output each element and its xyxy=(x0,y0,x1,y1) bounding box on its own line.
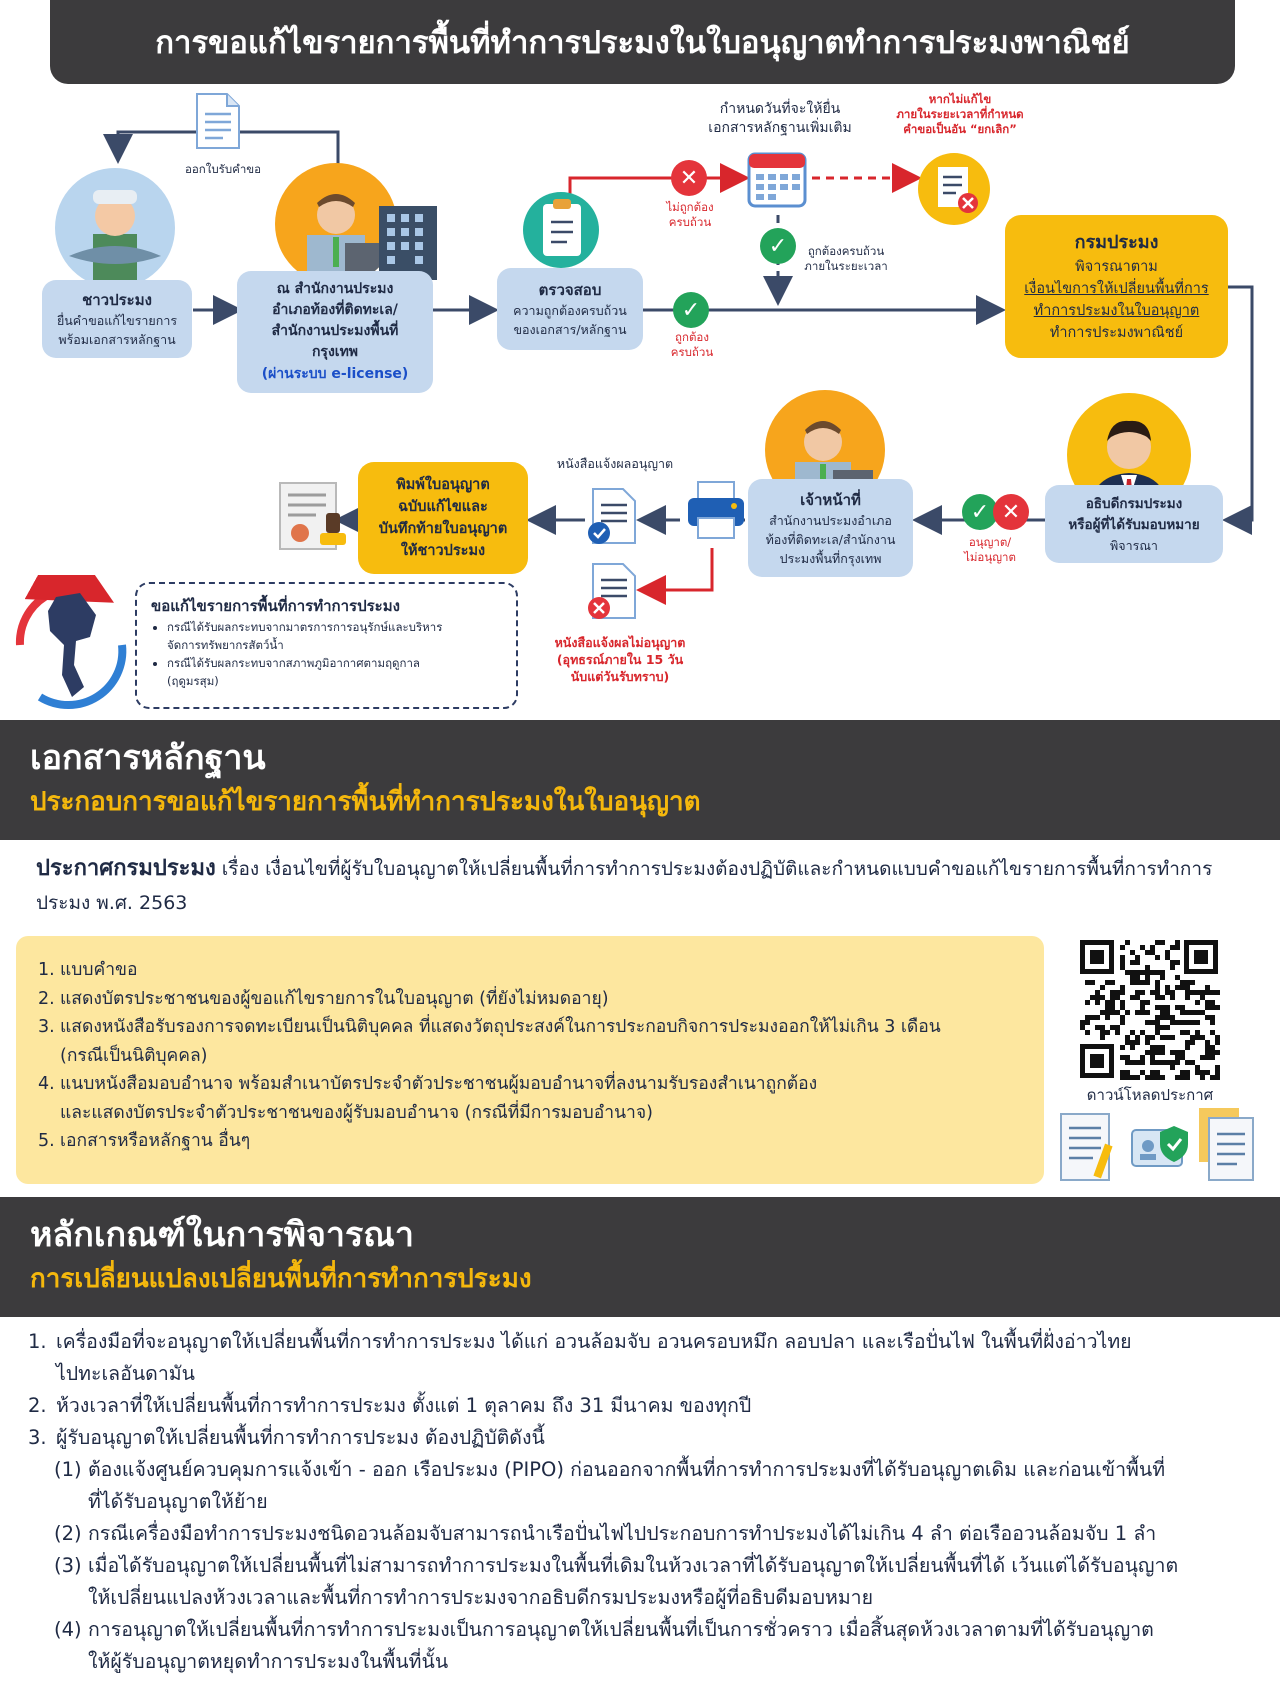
criteria-item-3-number: 3. xyxy=(28,1426,47,1449)
criteria-item-1-line2: ไปทะเลอันดามัน xyxy=(56,1362,195,1385)
criteria-item-3 xyxy=(28,1422,1263,1454)
section-documents-title: เอกสารหลักฐาน xyxy=(30,738,266,778)
document-item-4-text2: และแสดงบัตรประจำตัวประชาชนของผู้รับมอบอำนาจ (กรณีที่มีการมอบอำนาจ) xyxy=(60,1102,653,1123)
document-item-1-text: แบบคำขอ xyxy=(60,960,138,980)
announcement-title: ประกาศกรมประมง xyxy=(36,856,216,881)
office-line4: กรุงเทพ xyxy=(311,344,359,360)
note-heading: ขอแก้ไขรายการพื้นที่การทำการประมง xyxy=(151,597,400,615)
department-title: กรมประมง xyxy=(1074,231,1159,253)
document-item-3 xyxy=(38,1013,1024,1070)
printer-icon xyxy=(684,478,748,542)
announcement-text: เรื่อง เงื่อนไขที่ผู้รับใบอนุญาตให้เปลี่ยนพื้นที่การทำการประมงต้องปฏิบัติและกำหนดแบบคำขอแก้ไขรายการพื้นที่การทำการประมง พ.ศ. 2563 xyxy=(36,858,1213,914)
check-icon: ✓ xyxy=(760,228,796,264)
department-line2: เงื่อนไขการให้เปลี่ยนพื้นที่การ xyxy=(1024,280,1209,297)
note-item-1-line2: จัดการทรัพยากรสัตว์น้ำ xyxy=(167,638,284,652)
check-title: ตรวจสอบ xyxy=(538,281,602,299)
document-item-4 xyxy=(38,1070,1024,1127)
criteria-sub-4-line1: การอนุญาตให้เปลี่ยนพื้นที่การทำการประมงเป็นการอนุญาตให้เปลี่ยนพื้นที่เป็นการชั่วคราว เมื่อสิ้นสุดห้วงเวลาตามที่ได้รับอนุญาต xyxy=(88,1618,1154,1641)
department-line1: พิจารณาตาม xyxy=(1075,258,1158,275)
criteria-item-2 xyxy=(28,1390,1263,1422)
cancel-note xyxy=(880,92,1040,137)
section-criteria-subtitle: การเปลี่ยนแปลงเปลี่ยนพื้นที่การทำการประมง xyxy=(30,1264,532,1294)
document-item-5 xyxy=(38,1127,1024,1156)
qr-caption: ดาวน์โหลดประกาศ xyxy=(1086,1086,1214,1104)
x-icon: ✕ xyxy=(993,494,1029,530)
criteria-sub-1-line1: ต้องแจ้งศูนย์ควบคุมการแจ้งเข้า - ออก เรือประมง (PIPO) ก่อนออกจากพื้นที่การทำการประมงที่ได้รับอนุญาตเดิม และก่อนเข้าพื้นที่ xyxy=(88,1458,1166,1481)
correct-line2: ครบถ้วน xyxy=(670,345,714,359)
print-line3: บันทึกท้ายใบอนุญาต xyxy=(378,521,508,537)
check-line2: ของเอกสาร/หลักฐาน xyxy=(513,322,627,337)
criteria-list xyxy=(28,1326,1263,1678)
correct-line1: ถูกต้อง xyxy=(675,330,709,344)
note-box xyxy=(135,582,518,709)
criteria-sub-1-line2: ที่ได้รับอนุญาตให้ย้าย xyxy=(88,1490,268,1513)
office-line2: อำเภอท้องที่ติดทะเล/ xyxy=(272,302,398,318)
letter-reject-icon xyxy=(585,562,641,622)
document-item-4-text: แนบหนังสือมอบอำนาจ พร้อมสำเนาบัตรประจำตัวประชาชนผู้มอบอำนาจที่ลงนามรับรองสำเนาถูกต้อง xyxy=(60,1074,818,1094)
director-box xyxy=(1045,485,1223,563)
document-item-5-number: 5. xyxy=(38,1131,55,1151)
certificate-icon xyxy=(276,475,356,555)
letter-approve-icon xyxy=(585,487,641,547)
fisher-line1: ยื่นคำขอแก้ไขรายการ xyxy=(56,313,178,328)
announcement xyxy=(36,852,1256,920)
fisher-line2: พร้อมเอกสารหลักฐาน xyxy=(58,332,176,347)
building-icon xyxy=(373,200,443,280)
criteria-sub-4-line2: ให้ผู้รับอนุญาตหยุดทำการประมงในพื้นที่นั้น xyxy=(88,1650,449,1673)
reject-letter-line2: (อุทธรณ์ภายใน 15 วัน xyxy=(556,652,684,667)
criteria-sub-3-line1: เมื่อได้รับอนุญาตให้เปลี่ยนพื้นที่ไม่สามารถทำการประมงในพื้นที่เดิมในห้วงเวลาที่ได้รับอนุญาตให้เปลี่ยนพื้นที่ได้ เว้นแต่ได้รับอนุญาต xyxy=(88,1554,1179,1577)
correct-label xyxy=(652,330,732,360)
criteria-item-2-number: 2. xyxy=(28,1394,47,1417)
cancel-note-line2: ภายในระยะเวลาที่กำหนด xyxy=(896,107,1024,121)
officer-line2: ท้องที่ติดทะเล/สำนักงาน xyxy=(765,531,896,547)
clipboard-icon xyxy=(523,192,599,268)
office-box xyxy=(237,271,433,393)
section-documents-subtitle: ประกอบการขอแก้ไขรายการพื้นที่ทำการประมงในใบอนุญาต xyxy=(30,787,701,817)
cancel-note-line3: คำขอเป็นอัน “ยกเลิก” xyxy=(903,122,1017,136)
criteria-sub-1 xyxy=(28,1454,1263,1518)
id-card-icon xyxy=(1130,1122,1192,1172)
print-line4: ให้ชาวประมง xyxy=(400,543,486,559)
deadline-label xyxy=(700,100,860,138)
qr-code[interactable] xyxy=(1078,938,1220,1080)
director-line1: อธิบดีกรมประมง xyxy=(1085,495,1183,512)
criteria-sub-2-number: (2) xyxy=(54,1522,82,1545)
criteria-sub-3-line2: ให้เปลี่ยนแปลงห้วงเวลาและพื้นที่การทำการประมงจากอธิบดีกรมประมงหรือผู้ที่อธิบดีมอบหมาย xyxy=(88,1586,874,1609)
section-documents-header xyxy=(0,720,1280,840)
print-box xyxy=(358,462,528,574)
fisher-title: ชาวประมง xyxy=(82,291,152,309)
note-item-2 xyxy=(167,654,502,690)
officer-line3: ประมงพื้นที่กรุงเทพ xyxy=(779,550,882,566)
calendar-icon xyxy=(746,146,808,208)
check-box xyxy=(497,268,643,350)
director-line3: พิจารณา xyxy=(1110,537,1158,553)
officer-title: เจ้าหน้าที่ xyxy=(800,490,861,509)
document-item-5-text: เอกสารหรือหลักฐาน อื่นๆ xyxy=(60,1131,251,1151)
print-line2: ฉบับแก้ไขและ xyxy=(398,499,488,515)
thailand-map-icon xyxy=(10,575,132,715)
office-line1: ณ สำนักงานประมง xyxy=(276,281,394,297)
section-criteria-title: หลักเกณฑ์ในการพิจารณา xyxy=(30,1215,414,1255)
reject-letter-line1: หนังสือแจ้งผลไม่อนุญาต xyxy=(554,635,686,650)
deadline-line1: กำหนดวันที่จะให้ยื่น xyxy=(719,101,841,117)
correct-in-time-label xyxy=(796,244,896,274)
department-line3: ทำการประมงในใบอนุญาต xyxy=(1033,302,1200,319)
deadline-line2: เอกสารหลักฐานเพิ่มเติม xyxy=(708,120,852,136)
criteria-sub-2-line1: กรณีเครื่องมือทำการประมงชนิดอวนล้อมจับสามารถนำเรือปั่นไฟไปประกอบการทำประมงได้ไม่เกิน 4 ลำ ต่อเรืออวนล้อมจับ 1 ลำ xyxy=(88,1522,1157,1545)
incorrect-line1: ไม่ถูกต้อง xyxy=(666,200,714,214)
document-icon xyxy=(193,92,241,150)
criteria-sub-4 xyxy=(28,1614,1263,1678)
department-line4: ทำการประมงพาณิชย์ xyxy=(1049,324,1184,341)
cancel-note-line1: หากไม่แก้ไข xyxy=(928,92,992,106)
fisherman-avatar xyxy=(55,168,175,288)
note-item-2-line1: กรณีได้รับผลกระทบจากสภาพภูมิอากาศตามฤดูกาล xyxy=(167,656,420,670)
document-item-2 xyxy=(38,985,1024,1014)
approval-letter-label: หนังสือแจ้งผลอนุญาต xyxy=(556,456,674,471)
document-item-2-number: 2. xyxy=(38,988,55,1009)
document-item-3-text2: (กรณีเป็นนิติบุคคล) xyxy=(60,1045,208,1066)
print-line1: พิมพ์ใบอนุญาต xyxy=(396,477,490,493)
section-criteria-header xyxy=(0,1197,1280,1317)
department-box xyxy=(1005,215,1228,358)
criteria-item-3-line1: ผู้รับอนุญาตให้เปลี่ยนพื้นที่การทำการประมง ต้องปฏิบัติดังนี้ xyxy=(56,1426,545,1449)
document-item-1 xyxy=(38,956,1024,985)
incorrect-label xyxy=(650,200,730,230)
approve-line1: อนุญาต/ xyxy=(968,535,1012,549)
document-item-3-text: แสดงหนังสือรับรองการจดทะเบียนเป็นนิติบุคคล ที่แสดงวัตถุประสงค์ในการประกอบกิจการประมงออกให้ไม่เกิน 3 เดือน xyxy=(60,1017,941,1037)
office-note: (ผ่านระบบ e-license) xyxy=(261,366,409,382)
issue-receipt-label: ออกใบรับคำขอ xyxy=(184,162,262,176)
criteria-item-1-line1: เครื่องมือที่จะอนุญาตให้เปลี่ยนพื้นที่การทำการประมง ได้แก่ อวนล้อมจับ อวนครอบหมึก ลอบปลา และเรือปั่นไฟ ในพื้นที่ฝั่งอ่าวไทย xyxy=(56,1330,1132,1353)
office-line3: สำนักงานประมงพื้นที่ xyxy=(271,323,399,339)
criteria-sub-3-number: (3) xyxy=(54,1554,82,1577)
note-item-2-line2: (ฤดูมรสุม) xyxy=(167,674,219,688)
criteria-sub-1-number: (1) xyxy=(54,1458,82,1481)
director-line2: หรือผู้ที่ได้รับมอบหมาย xyxy=(1068,516,1200,533)
approve-line2: ไม่อนุญาต xyxy=(964,550,1016,564)
criteria-item-1-number: 1. xyxy=(28,1330,47,1353)
correct-in-time-line2: ภายในระยะเวลา xyxy=(804,259,888,273)
criteria-item-1 xyxy=(28,1326,1263,1390)
approve-label xyxy=(950,535,1030,565)
criteria-sub-3 xyxy=(28,1550,1263,1614)
document-item-1-number: 1. xyxy=(38,960,55,980)
documents-box xyxy=(16,936,1044,1184)
page-title: การขอแก้ไขรายการพื้นที่ทำการประมงในใบอนุญาตทำการประมงพาณิชย์ xyxy=(50,0,1235,84)
check-icon: ✓ xyxy=(673,292,709,328)
check-icon: ✓ xyxy=(962,494,998,530)
officer-box xyxy=(748,479,913,577)
reject-letter-label xyxy=(540,634,700,685)
reject-letter-line3: นับแต่วันรับทราบ) xyxy=(570,669,670,684)
note-item-1 xyxy=(167,618,502,654)
incorrect-line2: ครบถ้วน xyxy=(668,215,712,229)
check-line1: ความถูกต้องครบถ้วน xyxy=(513,303,627,318)
document-item-2-text: แสดงบัตรประชาชนของผู้ขอแก้ไขรายการในใบอนุญาต (ที่ยังไม่หมดอายุ) xyxy=(60,988,609,1009)
correct-in-time-line1: ถูกต้องครบถ้วน xyxy=(807,244,885,258)
criteria-sub-4-number: (4) xyxy=(54,1618,82,1641)
document-item-3-number: 3. xyxy=(38,1017,55,1037)
officer-line1: สำนักงานประมงอำเภอ xyxy=(769,512,892,528)
document-item-4-number: 4. xyxy=(38,1074,55,1094)
criteria-item-2-line1: ห้วงเวลาที่ให้เปลี่ยนพื้นที่การทำการประมง ตั้งแต่ 1 ตุลาคม ถึง 31 มีนาคม ของทุกปี xyxy=(56,1394,752,1417)
fisher-box xyxy=(42,280,192,358)
files-icon xyxy=(1195,1104,1261,1188)
criteria-sub-2 xyxy=(28,1518,1263,1550)
note-item-1-line1: กรณีได้รับผลกระทบจากมาตรการการอนุรักษ์และบริหาร xyxy=(167,620,443,634)
x-icon: ✕ xyxy=(671,160,707,196)
cancel-doc-icon xyxy=(918,153,990,225)
